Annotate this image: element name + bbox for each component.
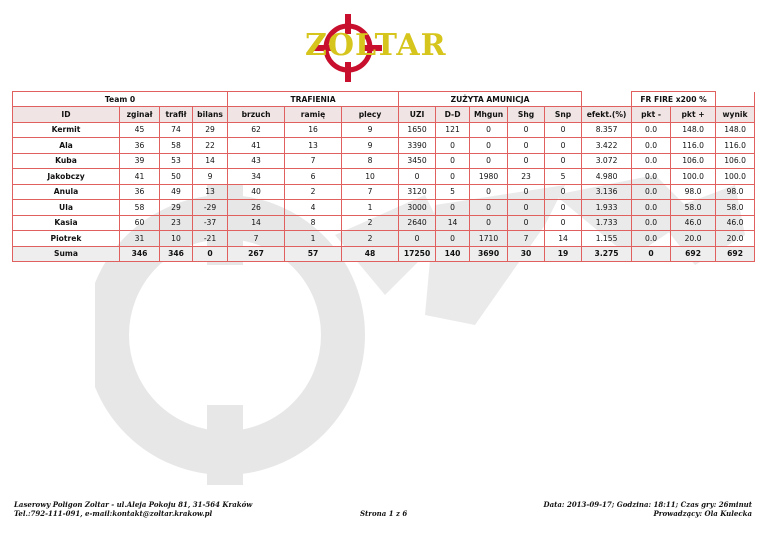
- table-cell: 7: [508, 231, 545, 247]
- table-cell: 57: [285, 246, 342, 262]
- table-cell: 45: [120, 122, 160, 138]
- table-cell: 2: [285, 184, 342, 200]
- player-name: Jakobczy: [13, 169, 120, 185]
- table-cell: 20.0: [716, 231, 755, 247]
- table-cell: 0: [470, 122, 508, 138]
- table-cell: 3.422: [582, 138, 632, 154]
- table-cell: 100.0: [716, 169, 755, 185]
- table-cell: 0: [508, 122, 545, 138]
- table-cell: 0: [508, 215, 545, 231]
- player-name: Kasia: [13, 215, 120, 231]
- table-cell: 116.0: [671, 138, 716, 154]
- table-cell: 1: [285, 231, 342, 247]
- group-gap: [716, 92, 755, 107]
- table-cell: 58.0: [671, 200, 716, 216]
- table-cell: 1.733: [582, 215, 632, 231]
- table-cell: 53: [160, 153, 193, 169]
- table-cell: 0.0: [632, 231, 671, 247]
- group-gap: [582, 92, 632, 107]
- table-cell: 36: [120, 184, 160, 200]
- column-header: efekt.(%): [582, 107, 632, 123]
- table-cell: 4: [285, 200, 342, 216]
- column-header: pkt +: [671, 107, 716, 123]
- table-cell: 3.072: [582, 153, 632, 169]
- table-cell: 2: [342, 231, 399, 247]
- table-cell: 0: [545, 153, 582, 169]
- table-cell: 10: [160, 231, 193, 247]
- table-row: [13, 138, 755, 154]
- table-cell: 0: [399, 231, 436, 247]
- table-cell: -29: [193, 200, 228, 216]
- table-cell: 0.0: [632, 184, 671, 200]
- table-cell: 0: [470, 153, 508, 169]
- table-cell: 1.155: [582, 231, 632, 247]
- table-cell: 1.933: [582, 200, 632, 216]
- table-cell: 98.0: [671, 184, 716, 200]
- table-cell: 29: [160, 200, 193, 216]
- table-cell: 20.0: [671, 231, 716, 247]
- table-cell: 9: [342, 138, 399, 154]
- table-cell: 0: [436, 200, 470, 216]
- table-cell: 58.0: [716, 200, 755, 216]
- table-cell: 1: [342, 200, 399, 216]
- table-cell: 0: [508, 200, 545, 216]
- group-hits: TRAFIENIA: [228, 92, 399, 107]
- table-cell: 0.0: [632, 138, 671, 154]
- table-cell: 0.0: [632, 169, 671, 185]
- table-cell: 1980: [470, 169, 508, 185]
- sum-row: [13, 246, 755, 262]
- table-cell: 7: [285, 153, 342, 169]
- table-cell: 31: [120, 231, 160, 247]
- group-fire: FR FIRE x200 %: [632, 92, 716, 107]
- table-cell: 26: [228, 200, 285, 216]
- group-team: Team 0: [13, 92, 228, 107]
- group-ammo: ZUŻYTA AMUNICJA: [399, 92, 582, 107]
- table-cell: 5: [436, 184, 470, 200]
- table-cell: 50: [160, 169, 193, 185]
- table-cell: 116.0: [716, 138, 755, 154]
- table-cell: 74: [160, 122, 193, 138]
- column-header: D-D: [436, 107, 470, 123]
- table-cell: 4.980: [582, 169, 632, 185]
- table-cell: 0: [399, 169, 436, 185]
- table-cell: 9: [342, 122, 399, 138]
- table-cell: 692: [671, 246, 716, 262]
- table-cell: 0: [470, 200, 508, 216]
- sum-label: Suma: [13, 246, 120, 262]
- table-cell: 1650: [399, 122, 436, 138]
- table-cell: 3450: [399, 153, 436, 169]
- table-cell: 106.0: [671, 153, 716, 169]
- player-name: Ula: [13, 200, 120, 216]
- column-header: pkt -: [632, 107, 671, 123]
- table-cell: 14: [193, 153, 228, 169]
- player-name: Piotrek: [13, 231, 120, 247]
- column-header: ramię: [285, 107, 342, 123]
- table-cell: 267: [228, 246, 285, 262]
- table-cell: 60: [120, 215, 160, 231]
- table-cell: -21: [193, 231, 228, 247]
- table-cell: 106.0: [716, 153, 755, 169]
- table-cell: 46.0: [716, 215, 755, 231]
- footer-session-info: [544, 500, 752, 518]
- table-cell: 148.0: [671, 122, 716, 138]
- column-header: UZI: [399, 107, 436, 123]
- table-cell: 0: [470, 215, 508, 231]
- column-header: brzuch: [228, 107, 285, 123]
- table-cell: 48: [342, 246, 399, 262]
- table-cell: 30: [508, 246, 545, 262]
- table-cell: 8: [285, 215, 342, 231]
- column-header: wynik: [716, 107, 755, 123]
- player-name: Kermit: [13, 122, 120, 138]
- table-cell: 148.0: [716, 122, 755, 138]
- table-cell: 0: [545, 200, 582, 216]
- table-cell: 0: [470, 138, 508, 154]
- table-cell: 0: [545, 184, 582, 200]
- table-cell: 40: [228, 184, 285, 200]
- table-cell: 13: [193, 184, 228, 200]
- table-cell: 41: [228, 138, 285, 154]
- table-cell: 7: [228, 231, 285, 247]
- table-cell: 2640: [399, 215, 436, 231]
- table-cell: 10: [342, 169, 399, 185]
- table-cell: 100.0: [671, 169, 716, 185]
- table-cell: 23: [508, 169, 545, 185]
- table-cell: 140: [436, 246, 470, 262]
- footer-host-line: Prowadzący: Ola Kulecka: [653, 509, 752, 518]
- table-cell: 3.136: [582, 184, 632, 200]
- table-cell: 14: [228, 215, 285, 231]
- page-number: Strona 1 z 6: [360, 509, 408, 518]
- column-header: Shg: [508, 107, 545, 123]
- table-cell: 0.0: [632, 200, 671, 216]
- table-cell: 3.275: [582, 246, 632, 262]
- table-cell: 41: [120, 169, 160, 185]
- table-cell: 0: [436, 169, 470, 185]
- table-cell: 0.0: [632, 122, 671, 138]
- table-cell: 43: [228, 153, 285, 169]
- table-cell: 8.357: [582, 122, 632, 138]
- table-cell: 14: [545, 231, 582, 247]
- column-header: bilans: [193, 107, 228, 123]
- table-row: [13, 169, 755, 185]
- table-cell: 121: [436, 122, 470, 138]
- table-cell: 23: [160, 215, 193, 231]
- table-cell: 49: [160, 184, 193, 200]
- table-row: [13, 153, 755, 169]
- footer-address: [14, 500, 252, 518]
- footer-address-line: Laserowy Poligon Zoltar - ul.Aleja Pokoju 81, 31-564 Kraków: [14, 500, 253, 509]
- table-cell: 98.0: [716, 184, 755, 200]
- table-cell: 0: [545, 215, 582, 231]
- player-name: Anula: [13, 184, 120, 200]
- player-name: Ala: [13, 138, 120, 154]
- table-cell: 0: [632, 246, 671, 262]
- table-cell: 62: [228, 122, 285, 138]
- results-table: [12, 91, 755, 262]
- table-cell: 0.0: [632, 153, 671, 169]
- player-name: Kuba: [13, 153, 120, 169]
- table-cell: 3120: [399, 184, 436, 200]
- table-cell: 0: [436, 153, 470, 169]
- table-row: [13, 184, 755, 200]
- column-header: Snp: [545, 107, 582, 123]
- table-row: [13, 200, 755, 216]
- table-cell: 346: [160, 246, 193, 262]
- table-cell: 1710: [470, 231, 508, 247]
- column-header: plecy: [342, 107, 399, 123]
- table-cell: 16: [285, 122, 342, 138]
- table-cell: 36: [120, 138, 160, 154]
- table-cell: 2: [342, 215, 399, 231]
- table-cell: 0: [545, 122, 582, 138]
- table-row: [13, 215, 755, 231]
- table-cell: 58: [120, 200, 160, 216]
- table-cell: 0: [508, 138, 545, 154]
- table-row: [13, 231, 755, 247]
- table-cell: 3690: [470, 246, 508, 262]
- brand-logo-text: ZOLTAR: [305, 28, 447, 63]
- table-cell: 3390: [399, 138, 436, 154]
- table-cell: 8: [342, 153, 399, 169]
- table-cell: 0: [193, 246, 228, 262]
- table-cell: 58: [160, 138, 193, 154]
- table-cell: 0: [508, 153, 545, 169]
- table-cell: 39: [120, 153, 160, 169]
- column-header: zginał: [120, 107, 160, 123]
- table-cell: -37: [193, 215, 228, 231]
- table-cell: 0: [470, 184, 508, 200]
- table-cell: 0: [436, 231, 470, 247]
- table-row: [13, 122, 755, 138]
- column-header: trafił: [160, 107, 193, 123]
- table-cell: 0.0: [632, 215, 671, 231]
- column-header: ID: [13, 107, 120, 123]
- table-cell: 692: [716, 246, 755, 262]
- table-cell: 22: [193, 138, 228, 154]
- table-cell: 346: [120, 246, 160, 262]
- table-cell: 3000: [399, 200, 436, 216]
- table-cell: 0: [508, 184, 545, 200]
- table-cell: 0: [545, 138, 582, 154]
- table-cell: 19: [545, 246, 582, 262]
- table-cell: 34: [228, 169, 285, 185]
- table-cell: 0: [436, 138, 470, 154]
- footer-contact-line: Tel.:792-111-091, e-mail:kontakt@zoltar.krakow.pl: [14, 509, 213, 518]
- table-cell: 6: [285, 169, 342, 185]
- footer-date-line: Data: 2013-09-17; Godzina: 18:11; Czas gry: 26minut: [543, 500, 752, 509]
- table-cell: 9: [193, 169, 228, 185]
- table-cell: 46.0: [671, 215, 716, 231]
- column-header: Mhgun: [470, 107, 508, 123]
- table-cell: 29: [193, 122, 228, 138]
- table-cell: 5: [545, 169, 582, 185]
- table-cell: 13: [285, 138, 342, 154]
- table-cell: 14: [436, 215, 470, 231]
- table-cell: 17250: [399, 246, 436, 262]
- table-cell: 7: [342, 184, 399, 200]
